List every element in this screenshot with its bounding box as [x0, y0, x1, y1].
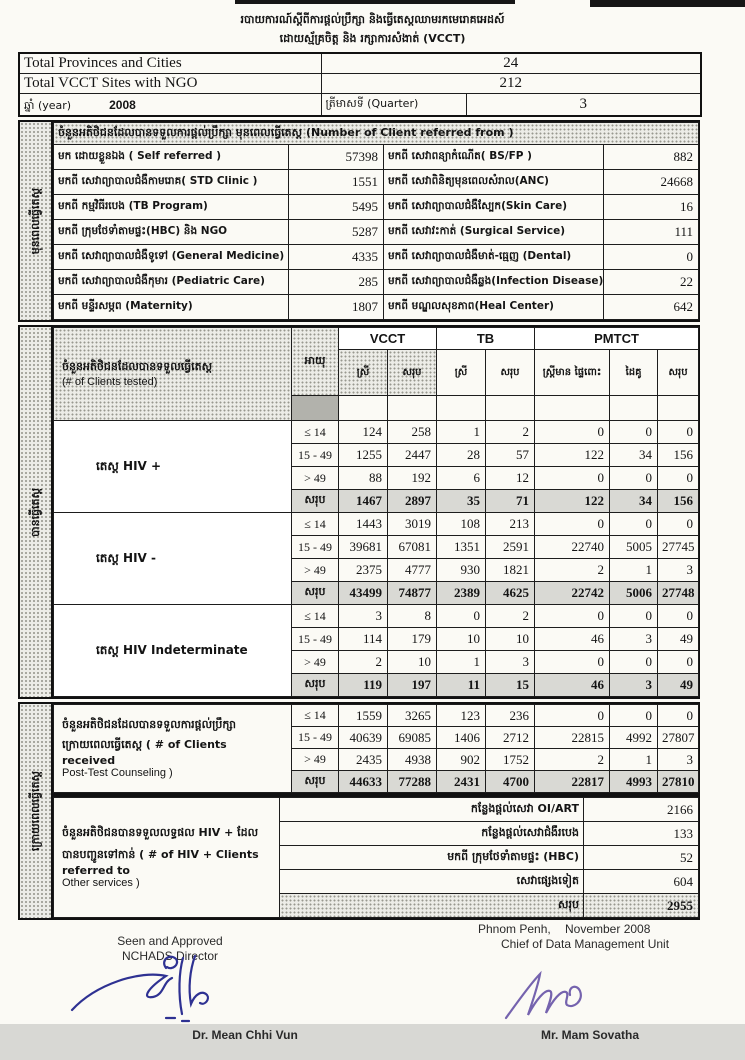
age-cell: 15 - 49 [292, 444, 339, 467]
value-cell: 2 [486, 605, 535, 628]
value-cell: 3 [610, 628, 658, 651]
table-row [54, 170, 699, 195]
value-cell: 3 [610, 674, 658, 697]
value-cell: 156 [658, 444, 699, 467]
subheader-cell: ស្រី [339, 350, 388, 396]
year-cell [19, 94, 321, 117]
value-cell: 2 [339, 651, 388, 674]
subheader-cell: សរុប [486, 350, 535, 396]
value-cell: 1467 [339, 490, 388, 513]
value-cell: 88 [339, 467, 388, 490]
section-clients-tested [18, 325, 700, 699]
label-cell: មកពី មន្ទីរសម្ភព (Maternity) [54, 295, 289, 320]
value-cell: 27807 [658, 727, 699, 749]
quarter-value: 3 [466, 94, 701, 117]
referrals-label-km1: ចំនួនអតិថិជនបានទទួលលទ្ធផល HIV + ដែល [62, 826, 259, 839]
footer-left-line2: NCHADS Director [121, 949, 218, 963]
table-row [54, 145, 699, 170]
value-cell: 10 [437, 628, 486, 651]
value-cell: 39681 [339, 536, 388, 559]
empty-cell [610, 396, 658, 421]
report-title-line1: របាយការណ៍ស្តីពីការផ្តល់ប្រឹក្សា និងធ្វើតេស្តឈាមរកមេរោគអេដស៍ [240, 13, 505, 26]
footer [0, 920, 745, 1060]
table-row [54, 513, 699, 536]
value-cell: 0 [658, 467, 699, 490]
value-cell: 1 [610, 749, 658, 771]
empty-cell [658, 396, 699, 421]
subheader-cell: ស្ត្រីមាន ផ្ទៃពោះ [535, 350, 610, 396]
table-row [19, 94, 701, 117]
signature-left [68, 952, 238, 1028]
value-cell: 0 [610, 651, 658, 674]
value-cell: 2897 [388, 490, 437, 513]
spacer-cell [292, 396, 339, 421]
value-cell: 119 [339, 674, 388, 697]
value-cell: 0 [658, 513, 699, 536]
value-cell: 1351 [437, 536, 486, 559]
posttest-content [53, 704, 699, 918]
label-cell: មកពី សេវាព្យាបាលជំងឺស្បែក(Skin Care) [384, 195, 604, 220]
age-cell: > 49 [292, 559, 339, 582]
value-cell: 27748 [658, 582, 699, 605]
value-cell: 197 [388, 674, 437, 697]
value-cell: 604 [584, 870, 699, 894]
age-cell: 15 - 49 [292, 536, 339, 559]
subheader-cell: សរុប [658, 350, 699, 396]
section-label-hiv-positive: តេស្ត HIV + [54, 421, 292, 513]
value-cell: 124 [339, 421, 388, 444]
year-value: 2008 [109, 98, 136, 112]
age-cell: 15 - 49 [292, 628, 339, 651]
table-row [54, 328, 699, 350]
value-cell: 46 [535, 674, 610, 697]
value-cell: 10 [388, 651, 437, 674]
value-cell: 0 [535, 651, 610, 674]
section-label-hiv-indeterminate: តេស្ត HIV Indeterminate [54, 605, 292, 697]
value-cell: 10 [486, 628, 535, 651]
tested-table [53, 327, 699, 697]
referrals-out-table [53, 797, 699, 918]
table-row [19, 53, 701, 74]
group-header-pmtct: PMTCT [535, 328, 699, 350]
value-cell: 111 [604, 220, 699, 245]
value-cell: 0 [610, 421, 658, 444]
sidebar-label: មុនពេលធ្វើតេស្ត [28, 187, 42, 255]
value-cell: 1406 [437, 727, 486, 749]
table-row [54, 798, 699, 822]
age-cell: 15 - 49 [292, 727, 339, 749]
value-cell: 71 [486, 490, 535, 513]
value-cell: 1551 [289, 170, 384, 195]
referrals-out-label-cell [54, 798, 280, 918]
footer-right-title: Chief of Data Management Unit [500, 937, 670, 951]
label-cell: មកពី សេវាព្យាបាលជំងឺកាមរោគ( STD Clinic ) [54, 170, 289, 195]
value-cell: 882 [604, 145, 699, 170]
table-row [54, 270, 699, 295]
value-cell: 34 [610, 490, 658, 513]
sidebar-after-test [20, 704, 53, 918]
section-label-hiv-negative: តេស្ត HIV - [54, 513, 292, 605]
table-row [54, 295, 699, 320]
total-label-cell: សរុប [292, 490, 339, 513]
value-cell: 2375 [339, 559, 388, 582]
referrals-label-km2: បានបញ្ជូនទៅកាន់ ( # of HIV + Clients referred to [62, 848, 259, 877]
scan-artifact-bar [590, 0, 745, 7]
footer-date: November 2008 [565, 922, 651, 936]
value-cell: 2447 [388, 444, 437, 467]
value-cell: 1752 [486, 749, 535, 771]
value-cell: 22740 [535, 536, 610, 559]
label-cell: មកពី សេវាពន្យាកំណើត( BS/FP ) [384, 145, 604, 170]
value-cell: 4625 [486, 582, 535, 605]
value-cell: 0 [535, 705, 610, 727]
total-label-cell: សរុប [292, 674, 339, 697]
value-cell: 236 [486, 705, 535, 727]
section-posttest-and-referrals [18, 702, 700, 920]
value-cell: 77288 [388, 771, 437, 793]
label-cell: មក ដោយខ្លួនឯង ( Self referred ) [54, 145, 289, 170]
value-cell: 1 [437, 651, 486, 674]
value-cell: 22742 [535, 582, 610, 605]
value-cell: 2591 [486, 536, 535, 559]
value-cell: 0 [610, 467, 658, 490]
posttest-label-en: Post-Test Counseling ) [62, 767, 173, 779]
value-cell: 6 [437, 467, 486, 490]
scan-artifact-bar [235, 0, 515, 4]
posttest-table [53, 704, 699, 793]
value-cell: 2431 [437, 771, 486, 793]
value-cell: 5495 [289, 195, 384, 220]
value-cell: 0 [658, 705, 699, 727]
referred-table [53, 122, 699, 320]
group-header-tb: TB [437, 328, 535, 350]
value-cell: 2 [486, 421, 535, 444]
value-cell: 4335 [289, 245, 384, 270]
value-cell: 43499 [339, 582, 388, 605]
age-column-header: អាយុ [292, 328, 339, 396]
value-cell: 27745 [658, 536, 699, 559]
value-cell: 192 [388, 467, 437, 490]
referrals-label-en: Other services ) [62, 877, 140, 889]
value-cell: 930 [437, 559, 486, 582]
empty-cell [388, 396, 437, 421]
value-cell: 2955 [584, 894, 699, 918]
empty-cell [437, 396, 486, 421]
summary-label: Total VCCT Sites with NGO [19, 74, 321, 94]
footer-left-line1: Seen and Approved [117, 934, 223, 948]
label-cell: មកពី សេវាព្យាបាលជំងឺកុមារ (Pediatric Care) [54, 270, 289, 295]
service-label: មកពី ក្រុមថែទាំតាមផ្ទះ (HBC) [280, 846, 584, 870]
value-cell: 0 [535, 513, 610, 536]
value-cell: 108 [437, 513, 486, 536]
table-row [54, 195, 699, 220]
total-label-cell: សរុប [280, 894, 584, 918]
value-cell: 1559 [339, 705, 388, 727]
value-cell: 5287 [289, 220, 384, 245]
signatory-left-name: Dr. Mean Chhi Vun [192, 1028, 298, 1042]
subheader-cell: សរុប [388, 350, 437, 396]
value-cell: 27810 [658, 771, 699, 793]
value-cell: 4993 [610, 771, 658, 793]
summary-label: Total Provinces and Cities [19, 53, 321, 74]
tested-header-cell [54, 328, 292, 421]
value-cell: 133 [584, 822, 699, 846]
value-cell: 3 [486, 651, 535, 674]
value-cell: 122 [535, 490, 610, 513]
signature-right [500, 968, 600, 1023]
service-label: កន្លែងផ្តល់សេវាជំងឺរបេង [280, 822, 584, 846]
tested-header-km: ចំនួនអតិថិជនដែលបានទទួលធ្វើតេស្ត [62, 360, 213, 373]
empty-cell [535, 396, 610, 421]
sidebar-label: ក្រោយពេលធ្វើតេស្ត [28, 770, 42, 852]
report-title-line2: ដោយស្ម័គ្រចិត្ត និង រក្សាការសំងាត់ (VCCT) [279, 32, 466, 45]
value-cell: 5006 [610, 582, 658, 605]
sidebar-before-test [20, 122, 53, 320]
subheader-cell: ដៃគូ [610, 350, 658, 396]
year-label: ឆ្នាំ (year) [24, 99, 72, 112]
value-cell: 0 [535, 421, 610, 444]
summary-value: 212 [321, 74, 701, 94]
summary-table [18, 52, 702, 117]
label-cell: មកពី សេវាព្យាបាលជំងឺឆ្លង(Infection Disease) [384, 270, 604, 295]
value-cell: 49 [658, 674, 699, 697]
value-cell: 1255 [339, 444, 388, 467]
label-cell: មកពី សេវាវះកាត់ (Surgical Service) [384, 220, 604, 245]
value-cell: 123 [437, 705, 486, 727]
value-cell: 179 [388, 628, 437, 651]
value-cell: 1807 [289, 295, 384, 320]
value-cell: 156 [658, 490, 699, 513]
value-cell: 40639 [339, 727, 388, 749]
quarter-label: ត្រីមាសទី (Quarter) [321, 94, 466, 117]
value-cell: 1821 [486, 559, 535, 582]
value-cell: 49 [658, 628, 699, 651]
age-cell: ≤ 14 [292, 421, 339, 444]
age-cell: > 49 [292, 651, 339, 674]
value-cell: 114 [339, 628, 388, 651]
value-cell: 642 [604, 295, 699, 320]
value-cell: 22 [604, 270, 699, 295]
value-cell: 0 [610, 605, 658, 628]
value-cell: 0 [535, 605, 610, 628]
value-cell: 12 [486, 467, 535, 490]
value-cell: 67081 [388, 536, 437, 559]
section-referred-from [18, 120, 700, 322]
total-label-cell: សរុប [292, 582, 339, 605]
age-cell: ≤ 14 [292, 605, 339, 628]
value-cell: 0 [658, 605, 699, 628]
table-row [54, 220, 699, 245]
table-row [54, 421, 699, 444]
value-cell: 122 [535, 444, 610, 467]
label-cell: មកពី សេវាព្យាបាលជំងឺមាត់-ធ្មេញ (Dental) [384, 245, 604, 270]
value-cell: 69085 [388, 727, 437, 749]
value-cell: 1 [437, 421, 486, 444]
group-header-vcct: VCCT [339, 328, 437, 350]
value-cell: 0 [437, 605, 486, 628]
label-cell: មកពី សេវាព្យាបាលជំងឺទូទៅ (General Medicine) [54, 245, 289, 270]
value-cell: 0 [610, 513, 658, 536]
label-cell: មកពី ក្រុមថែទាំតាមផ្ទះ(HBC) និង NGO [54, 220, 289, 245]
value-cell: 2 [535, 749, 610, 771]
value-cell: 2712 [486, 727, 535, 749]
empty-cell [339, 396, 388, 421]
value-cell: 0 [535, 467, 610, 490]
value-cell: 4938 [388, 749, 437, 771]
value-cell: 4700 [486, 771, 535, 793]
value-cell: 16 [604, 195, 699, 220]
table-row [54, 705, 699, 727]
label-cell: មកពី កម្មវិធីរបេង (TB Program) [54, 195, 289, 220]
value-cell: 3 [658, 559, 699, 582]
value-cell: 57 [486, 444, 535, 467]
value-cell: 46 [535, 628, 610, 651]
value-cell: 8 [388, 605, 437, 628]
value-cell: 44633 [339, 771, 388, 793]
value-cell: 4777 [388, 559, 437, 582]
value-cell: 0 [604, 245, 699, 270]
value-cell: 285 [289, 270, 384, 295]
sidebar-label: បានធ្វើតេស្ត [28, 487, 42, 537]
service-label: សេវាផ្សេងទៀត [280, 870, 584, 894]
value-cell: 52 [584, 846, 699, 870]
value-cell: 15 [486, 674, 535, 697]
value-cell: 2166 [584, 798, 699, 822]
subheader-cell: ស្រី [437, 350, 486, 396]
value-cell: 1 [610, 559, 658, 582]
value-cell: 34 [610, 444, 658, 467]
table-row [54, 605, 699, 628]
value-cell: 2 [535, 559, 610, 582]
age-cell: > 49 [292, 467, 339, 490]
value-cell: 22815 [535, 727, 610, 749]
value-cell: 11 [437, 674, 486, 697]
referred-header: ចំនួនអតិថិជនដែលបានទទួលការផ្តល់ប្រឹក្សា មុនពេលធ្វើតេស្ត (Number of Client referred from ) [54, 123, 699, 145]
value-cell: 5005 [610, 536, 658, 559]
value-cell: 0 [658, 651, 699, 674]
service-label: កន្លែងផ្តល់សេវា OI/ART [280, 798, 584, 822]
value-cell: 3265 [388, 705, 437, 727]
age-cell: > 49 [292, 749, 339, 771]
footer-place: Phnom Penh, [478, 922, 551, 936]
value-cell: 28 [437, 444, 486, 467]
value-cell: 258 [388, 421, 437, 444]
table-row [54, 123, 699, 145]
value-cell: 902 [437, 749, 486, 771]
value-cell: 3019 [388, 513, 437, 536]
value-cell: 57398 [289, 145, 384, 170]
value-cell: 22817 [535, 771, 610, 793]
label-cell: មកពី មណ្ឌលសុខភាព(Heal Center) [384, 295, 604, 320]
summary-value: 24 [321, 53, 701, 74]
posttest-label-km2: ក្រោយពេលធ្វើតេស្ត ( # of Clients received [62, 738, 227, 767]
value-cell: 35 [437, 490, 486, 513]
value-cell: 3 [339, 605, 388, 628]
value-cell: 0 [658, 421, 699, 444]
posttest-label-km1: ចំនួនអតិថិជនដែលបានទទួលការផ្តល់ប្រឹក្សា [62, 718, 236, 731]
value-cell: 2435 [339, 749, 388, 771]
total-label-cell: សរុប [292, 771, 339, 793]
age-cell: ≤ 14 [292, 513, 339, 536]
table-row [54, 245, 699, 270]
value-cell: 3 [658, 749, 699, 771]
empty-cell [486, 396, 535, 421]
signatory-right-name: Mr. Mam Sovatha [540, 1028, 640, 1042]
value-cell: 1443 [339, 513, 388, 536]
posttest-label-cell [54, 705, 292, 793]
value-cell: 2389 [437, 582, 486, 605]
tested-header-en: (# of Clients tested) [62, 376, 158, 388]
value-cell: 4992 [610, 727, 658, 749]
sidebar-tested [20, 327, 53, 697]
value-cell: 0 [610, 705, 658, 727]
table-row [19, 74, 701, 94]
value-cell: 74877 [388, 582, 437, 605]
value-cell: 213 [486, 513, 535, 536]
label-cell: មកពី សេវាពិនិត្យមុនពេលសំរាល(ANC) [384, 170, 604, 195]
value-cell: 24668 [604, 170, 699, 195]
age-cell: ≤ 14 [292, 705, 339, 727]
